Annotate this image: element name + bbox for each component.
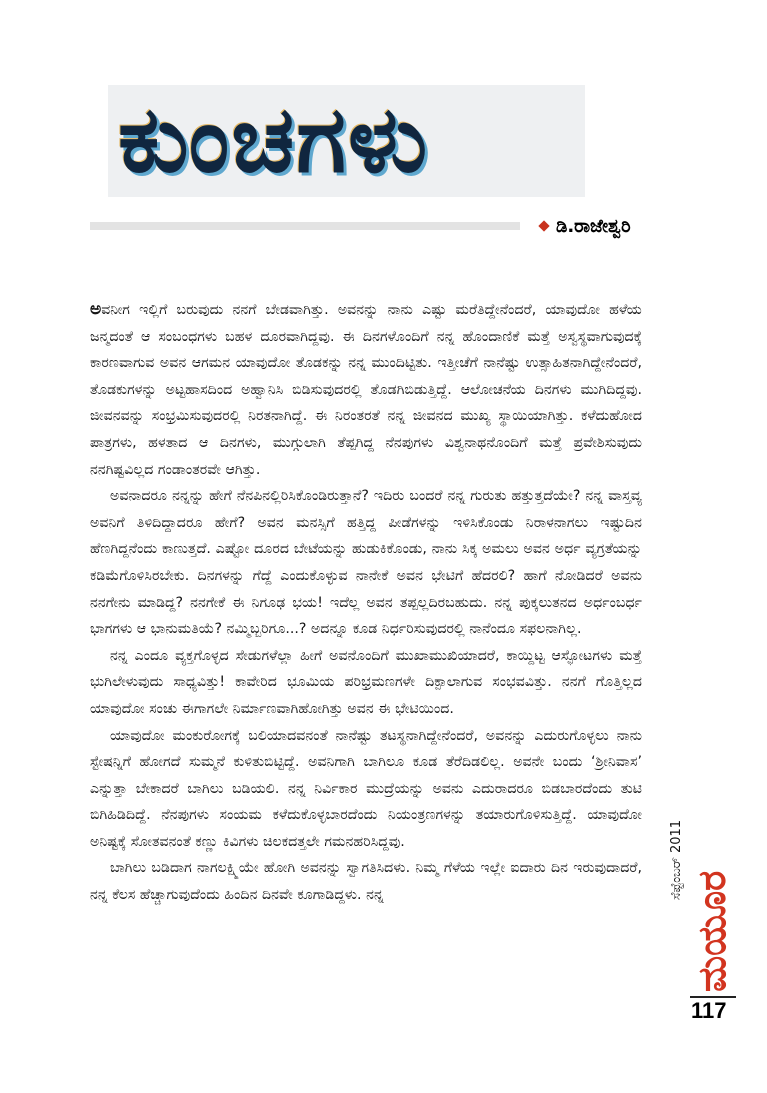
paragraph: ನನ್ನ ಎಂದೂ ವ್ಯಕ್ತಗೊಳ್ಳದ ಸೇಡುಗಳೆಲ್ಲಾ ಹೀಗೆ ಅವನೊಂದಿಗೆ ಮುಖಾಮುಖಿಯಾದರೆ, ಕಾಯ್ದಿಟ್ಟ ಆಸ್ಫೋಟಗಳು ಮತ್ತೆ ಭುಗಿಲೇಳುವುದು ಸಾಧ್ಯವಿತ್ತು! ಕಾವೇರಿದ ಭೂಮಿಯ ಪರಿಭ್ರಮಣಗಳೇ ದಿಕ್ಪಾಲಾಗುವ ಸಂಭವವಿತ್ತು. ನನಗೆ ಗೊತ್ತಿಲ್ಲದ ಯಾವುದೋ ಸಂಚು ಈಗಾಗಲೇ ನಿರ್ಮಾಣವಾಗಿಹೋಗಿತ್ತು ಅವನ ಈ ಭೇಟಿಯಿಂದ. <box>90 647 642 717</box>
paragraph <box>90 296 642 483</box>
article-title: ಕುಂಚಗಳು <box>118 86 430 193</box>
paragraph-text: ವನೀಗ ಇಲ್ಲಿಗೆ ಬರುವುದು ನನಗೆ ಬೇಡವಾಗಿತ್ತು. ಅವನನ್ನು ನಾನು ಎಷ್ಟು ಮರೆತಿದ್ದೇನೆಂದರೆ, ಯಾವುದೋ ಹಳೆಯ ಜನ್ಮದಂತೆ ಆ ಸಂಬಂಧಗಳು ಬಹಳ ದೂರವಾಗಿದ್ದವು. ಈ ದಿನಗಳೊಂದಿಗೆ ನನ್ನ ಹೊಂದಾಣಿಕೆ ಮತ್ತೆ ಅಸ್ವಸ್ಥವಾಗುವುದಕ್ಕೆ ಕಾರಣವಾಗುವ ಅವನ ಆಗಮನ ಯಾವುದೋ ತೊಡಕನ್ನು ನನ್ನ ಮುಂದಿಟ್ಟಿತು. ಇತ್ತೀಚೆಗೆ ನಾನೆಷ್ಟು ಉತ್ಸಾಹಿತನಾಗಿದ್ದೇನೆಂದರೆ, ತೊಡಕುಗಳನ್ನು ಅಟ್ಟಹಾಸದಿಂದ ಅಹ್ವಾನಿಸಿ ಬಿಡಿಸುವುದರಲ್ಲಿ ತೊಡಗಿಬಿಡುತ್ತಿದ್ದೆ. ಆಲೋಚನೆಯ ದಿನಗಳು ಮುಗಿದಿದ್ದವು. ಜೀವನವನ್ನು ಸಂಭ್ರಮಿಸುವುದರಲ್ಲಿ ನಿರತನಾಗಿದ್ದೆ. ಈ ನಿರಂತರತೆ ನನ್ನ ಜೀವನದ ಮುಖ್ಯ ಸ್ಥಾಯಿಯಾಗಿತ್ತು. ಕಳೆದುಹೋದ ಪಾತ್ರಗಳು, ಹಳತಾದ ಆ ದಿನಗಳು, ಮುಗ್ಗುಲಾಗಿ ತೆಪ್ಪಗಿದ್ದ ನೆನಪುಗಳು ವಿಶ್ವನಾಥನೊಂದಿಗೆ ಮತ್ತೆ ಪ್ರವೇಶಿಸುವುದು ನನಗಿಷ್ಟವಿಲ್ಲದ ಗಂಡಾಂತರವೇ ಆಗಿತ್ತು. <box>90 302 642 478</box>
magazine-logo: ಮಯೂರ <box>690 870 734 992</box>
diamond-bullet-icon <box>538 220 549 231</box>
paragraph: ಯಾವುದೋ ಮಂಕುರೋಗಕ್ಕೆ ಬಲಿಯಾದವನಂತೆ ನಾನೆಷ್ಟು ತಟಸ್ಥನಾಗಿದ್ದೇನೆಂದರೆ, ಅವನನ್ನು ಎದುರುಗೊಳ್ಳಲು ನಾನು ಸ್ಟೇಷನ್ನಿಗೆ ಹೋಗದೆ ಸುಮ್ಮನೆ ಕುಳಿತುಬಿಟ್ಟಿದ್ದೆ. ಅವನಿಗಾಗಿ ಬಾಗಿಲೂ ಕೂಡ ತೆರೆದಿಡಲಿಲ್ಲ. ಅವನೇ ಬಂದು ‘ಶ್ರೀನಿವಾಸ’ ಎನ್ನುತ್ತಾ ಬೇಕಾದರೆ ಬಾಗಿಲು ಬಡಿಯಲಿ. ನನ್ನ ನಿರ್ವಿಕಾರ ಮುದ್ರೆಯನ್ನು ಅವನು ಎದುರಾದರೂ ಬಿಡಬಾರದೆಂದು ತುಟಿ ಬಿಗಿಹಿಡಿದಿದ್ದೆ. ನೆನಪುಗಳು ಸಂಯಮ ಕಳೆದುಕೊಳ್ಳಬಾರದೆಂದು ನಿಯಂತ್ರಣಗಳನ್ನು ತಯಾರುಗೊಳಿಸುತ್ತಿದ್ದೆ. ಯಾವುದೋ ಅನಿಷ್ಟಕ್ಕೆ ಸೋತವನಂತೆ ಕಣ್ಣು ಕಿವಿಗಳು ಚಿಲಕದತ್ತಲೇ ಗಮನಹರಿಸಿದ್ದವು. <box>90 727 642 850</box>
author-byline <box>540 213 631 239</box>
title-divider <box>90 222 520 230</box>
drop-cap: ಅ <box>90 299 102 319</box>
issue-date: ಸೆಪ್ಟೆಂಬರ್ 2011 <box>669 819 684 900</box>
page-number: 117 <box>691 998 727 1023</box>
article-body <box>90 296 642 909</box>
paragraph: ಅವನಾದರೂ ನನ್ನನ್ನು ಹೇಗೆ ನೆನಪಿನಲ್ಲಿರಿಸಿಕೊಂಡಿರುತ್ತಾನೆ? ಇದಿರು ಬಂದರೆ ನನ್ನ ಗುರುತು ಹತ್ತುತ್ತದೆಯೇ? ನನ್ನ ವಾಸ್ತವ್ಯ ಅವನಿಗೆ ತಿಳಿದಿದ್ದಾದರೂ ಹೇಗೆ? ಅವನ ಮನಸ್ಸಿಗೆ ಹತ್ತಿದ್ದ ಪೀಡೆಗಳನ್ನು ಇಳಿಸಿಕೊಂಡು ನಿರಾಳನಾಗಲು ಇಷ್ಟುದಿನ ಹೆಣಗಿದ್ದನೆಂದು ಕಾಣುತ್ತದೆ. ಎಷ್ಟೋ ದೂರದ ಬೇಟೆಯನ್ನು ಹುಡುಕಿಕೊಂಡು, ನಾನು ಸಿಕ್ಕ ಅಮಲು ಅವನ ಅರ್ಧ ವ್ಯಗ್ರತೆಯನ್ನು ಕಡಿಮೆಗೊಳಿಸಿರಬೇಕು. ದಿನಗಳನ್ನು ಗೆದ್ದೆ ಎಂದುಕೊಳ್ಳುವ ನಾನೇಕೆ ಅವನ ಭೇಟಿಗೆ ಹೆದರಲಿ? ಹಾಗೆ ನೋಡಿದರೆ ಅವನು ನನಗೇನು ಮಾಡಿದ್ದ? ನನಗೇಕೆ ಈ ನಿಗೂಢ ಭಯ! ಇದೆಲ್ಲ ಅವನ ತಪ್ಪಲ್ಲದಿರಬಹುದು. ನನ್ನ ಪುಕ್ಕಲುತನದ ಅರ್ಧಂಬರ್ಧ ಭಾಗಗಳು ಆ ಭಾನುಮತಿಯೆ? ನಮ್ಮಿಬ್ಬರಿಗೂ...? ಅದನ್ನೂ ಕೂಡ ನಿರ್ಧರಿಸುವುದರಲ್ಲಿ ನಾನೆಂದೂ ಸಫಲನಾಗಿಲ್ಲ. <box>90 488 642 638</box>
paragraph: ಬಾಗಿಲು ಬಡಿದಾಗ ನಾಗಲಕ್ಷ್ಮಿಯೇ ಹೋಗಿ ಅವನನ್ನು ಸ್ವಾಗತಿಸಿದಳು. ನಿಮ್ಮ ಗೆಳೆಯ ಇಲ್ಲೇ ಐದಾರು ದಿನ ಇರುವುದಾದರೆ, ನನ್ನ ಕೆಲಸ ಹೆಚ್ಚಾಗುವುದೆಂದು ಹಿಂದಿನ ದಿನವೇ ಕೂಗಾಡಿದ್ದಳು. ನನ್ನ <box>90 860 642 904</box>
author-name: ಡಿ.ರಾಜೇಶ್ವರಿ <box>556 215 631 237</box>
